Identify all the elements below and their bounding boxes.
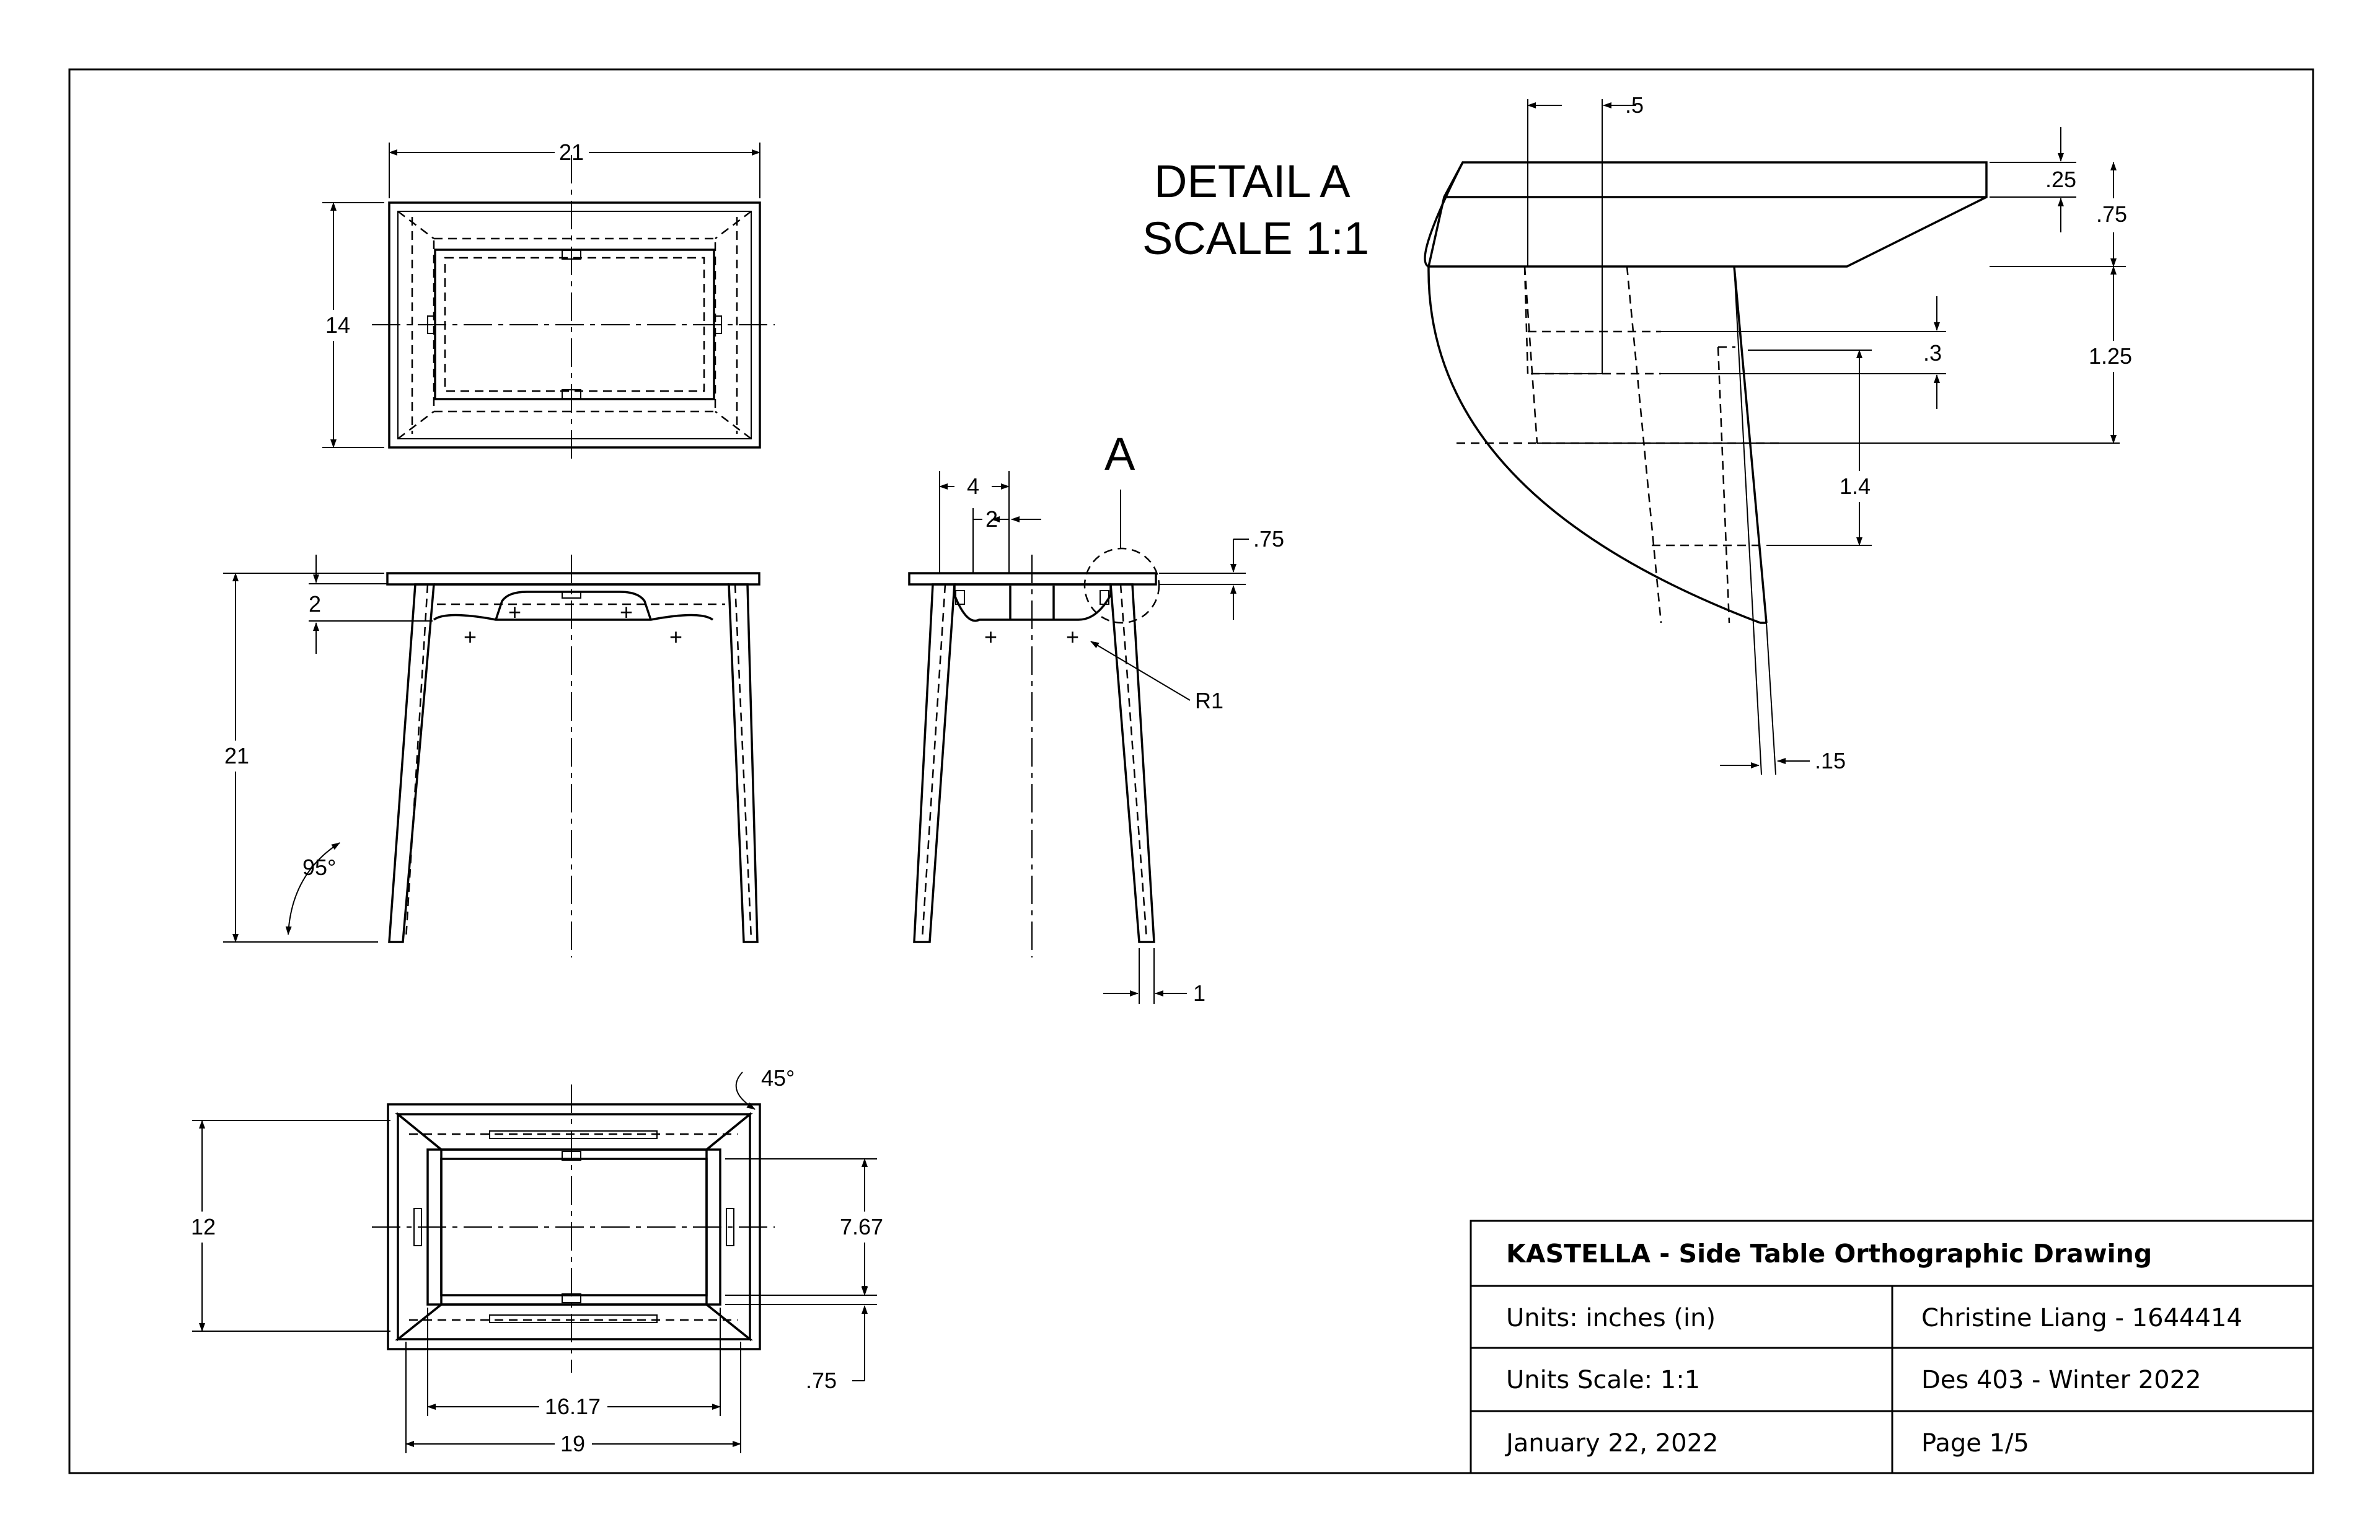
dim-detail-groove: .3 [1923,340,1942,366]
svg-text:+: + [1066,624,1080,649]
dim-side-radius: R1 [1195,688,1224,713]
dim-side-4: 4 [967,473,980,499]
title-block-page: Page 1/5 [1921,1429,2029,1458]
detail-scale: SCALE 1:1 [1142,213,1370,264]
top-view [322,139,775,465]
svg-text:+: + [508,599,522,625]
dim-detail-apron: 1.25 [2089,343,2133,369]
detail-title: DETAIL A [1154,156,1351,207]
dim-front-height: 21 [224,743,250,768]
dim-bottom-depth: 12 [190,1214,216,1239]
title-block-date: January 22, 2022 [1506,1429,1719,1458]
svg-text:+: + [464,624,477,649]
svg-text:+: + [984,624,998,649]
dim-detail-leg: 1.4 [1840,473,1871,499]
front-view [223,555,759,957]
dim-bottom-width: 19 [560,1431,586,1456]
dim-bottom-rail: .75 [806,1368,837,1393]
dim-bottom-angle: 45° [761,1065,795,1091]
bottom-view [191,1065,883,1456]
dim-side-top: .75 [1253,526,1285,552]
dim-bottom-inner: 7.67 [839,1214,884,1239]
title-block-author: Christine Liang - 1644414 [1921,1304,2242,1332]
dim-top-width: 21 [558,139,584,165]
title-block [1471,1221,2313,1473]
dim-detail-top: .75 [2096,201,2128,227]
side-view [909,428,1284,1006]
dim-front-apron: 2 [309,591,322,617]
dim-detail-offset: .5 [1625,92,1644,118]
title-block-title: KASTELLA - Side Table Orthographic Drawing [1506,1239,2153,1269]
dim-leg-angle: 95° [302,855,337,880]
dim-detail-edge: .25 [2045,167,2077,192]
dim-top-depth: 14 [325,312,351,338]
title-block-units: Units: inches (in) [1506,1304,1716,1332]
svg-text:+: + [669,624,683,649]
dim-side-leg: 1 [1193,980,1206,1006]
detail-callout: A [1104,428,1135,480]
title-block-scale: Units Scale: 1:1 [1506,1366,1701,1394]
title-block-course: Des 403 - Winter 2022 [1921,1366,2202,1394]
dim-side-2: 2 [985,506,998,532]
detail-a-view [1142,92,2132,775]
svg-text:+: + [620,599,633,625]
dim-bottom-inner-width: 16.17 [544,1394,601,1419]
dim-detail-taper: .15 [1815,748,1846,773]
